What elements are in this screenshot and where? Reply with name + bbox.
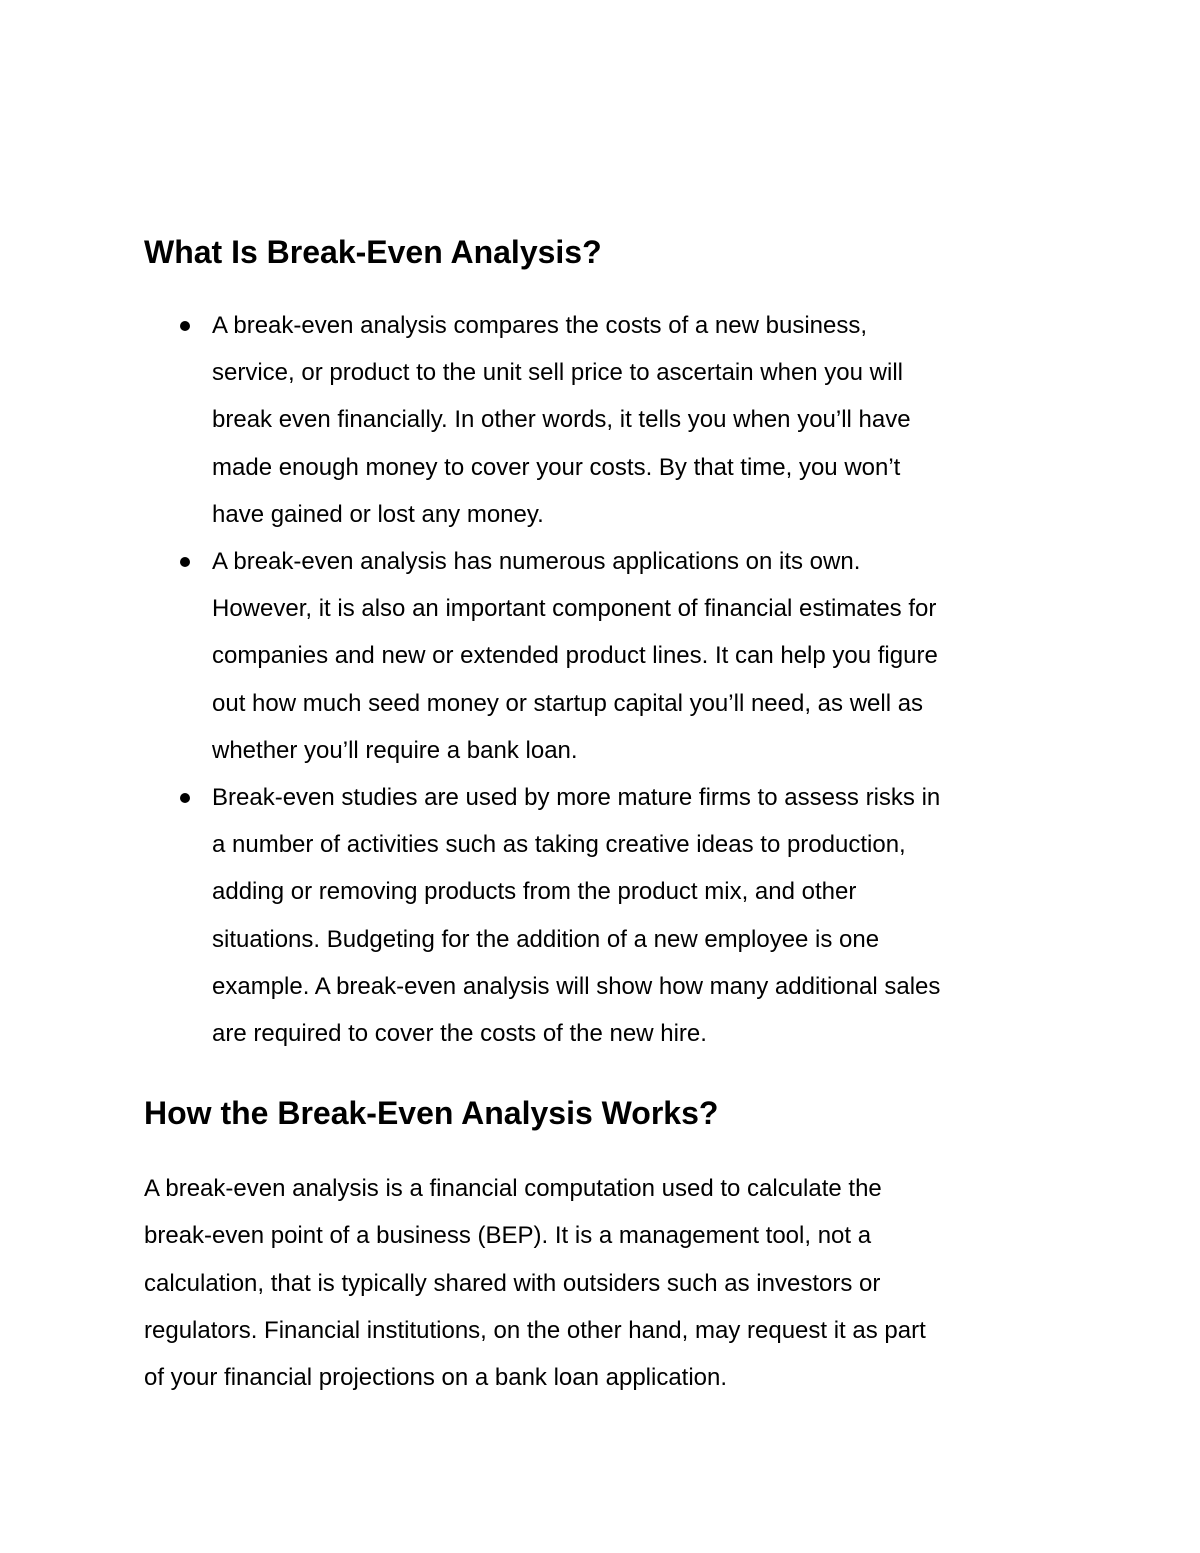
- text-line: are required to cover the costs of the new hire.: [212, 1020, 707, 1048]
- text-line: whether you’ll require a bank loan.: [212, 736, 578, 764]
- section-heading-how-it-works: How the Break-Even Analysis Works?: [144, 1095, 719, 1132]
- text-line: A break-even analysis is a financial computation used to calculate the: [144, 1175, 882, 1203]
- text-line: of your financial projections on a bank loan application.: [144, 1364, 728, 1392]
- text-line: However, it is also an important component of financial estimates for: [212, 595, 937, 623]
- text-line: a number of activities such as taking creative ideas to production,: [212, 831, 906, 859]
- body-paragraph: [144, 1165, 1056, 1401]
- bullet-dot-icon: [180, 793, 190, 803]
- text-line: made enough money to cover your costs. By that time, you won’t: [212, 453, 901, 481]
- bullet-item: [144, 774, 1056, 1057]
- bullet-list: [144, 302, 1056, 1057]
- text-line: have gained or lost any money.: [212, 500, 544, 528]
- text-line: situations. Budgeting for the addition of a new employee is one: [212, 925, 880, 953]
- document-content: [144, 224, 1056, 1401]
- bullet-dot-icon: [180, 321, 190, 331]
- bullet-dot-icon: [180, 557, 190, 567]
- text-line: break-even point of a business (BEP). It is a management tool, not a: [144, 1222, 872, 1250]
- text-line: A break-even analysis has numerous applications on its own.: [212, 548, 861, 576]
- text-line: Break-even studies are used by more mature firms to assess risks in: [212, 784, 941, 812]
- text-line: companies and new or extended product lines. It can help you figure: [212, 642, 938, 670]
- text-line: adding or removing products from the product mix, and other: [212, 878, 857, 906]
- text-line: break even financially. In other words, it tells you when you’ll have: [212, 406, 911, 434]
- bullet-item: [144, 538, 1056, 774]
- text-line: A break-even analysis compares the costs of a new business,: [212, 312, 868, 339]
- text-line: regulators. Financial institutions, on the other hand, may request it as part: [144, 1316, 926, 1344]
- section-how-it-works: [144, 1085, 1056, 1401]
- bullet-item: [144, 302, 1056, 538]
- text-line: example. A break-even analysis will show how many additional sales: [212, 972, 941, 1000]
- text-line: out how much seed money or startup capital you’ll need, as well as: [212, 689, 924, 717]
- text-line: service, or product to the unit sell price to ascertain when you will: [212, 359, 903, 387]
- section-heading-what-is: What Is Break-Even Analysis?: [144, 234, 602, 270]
- text-line: calculation, that is typically shared with outsiders such as investors or: [144, 1269, 881, 1297]
